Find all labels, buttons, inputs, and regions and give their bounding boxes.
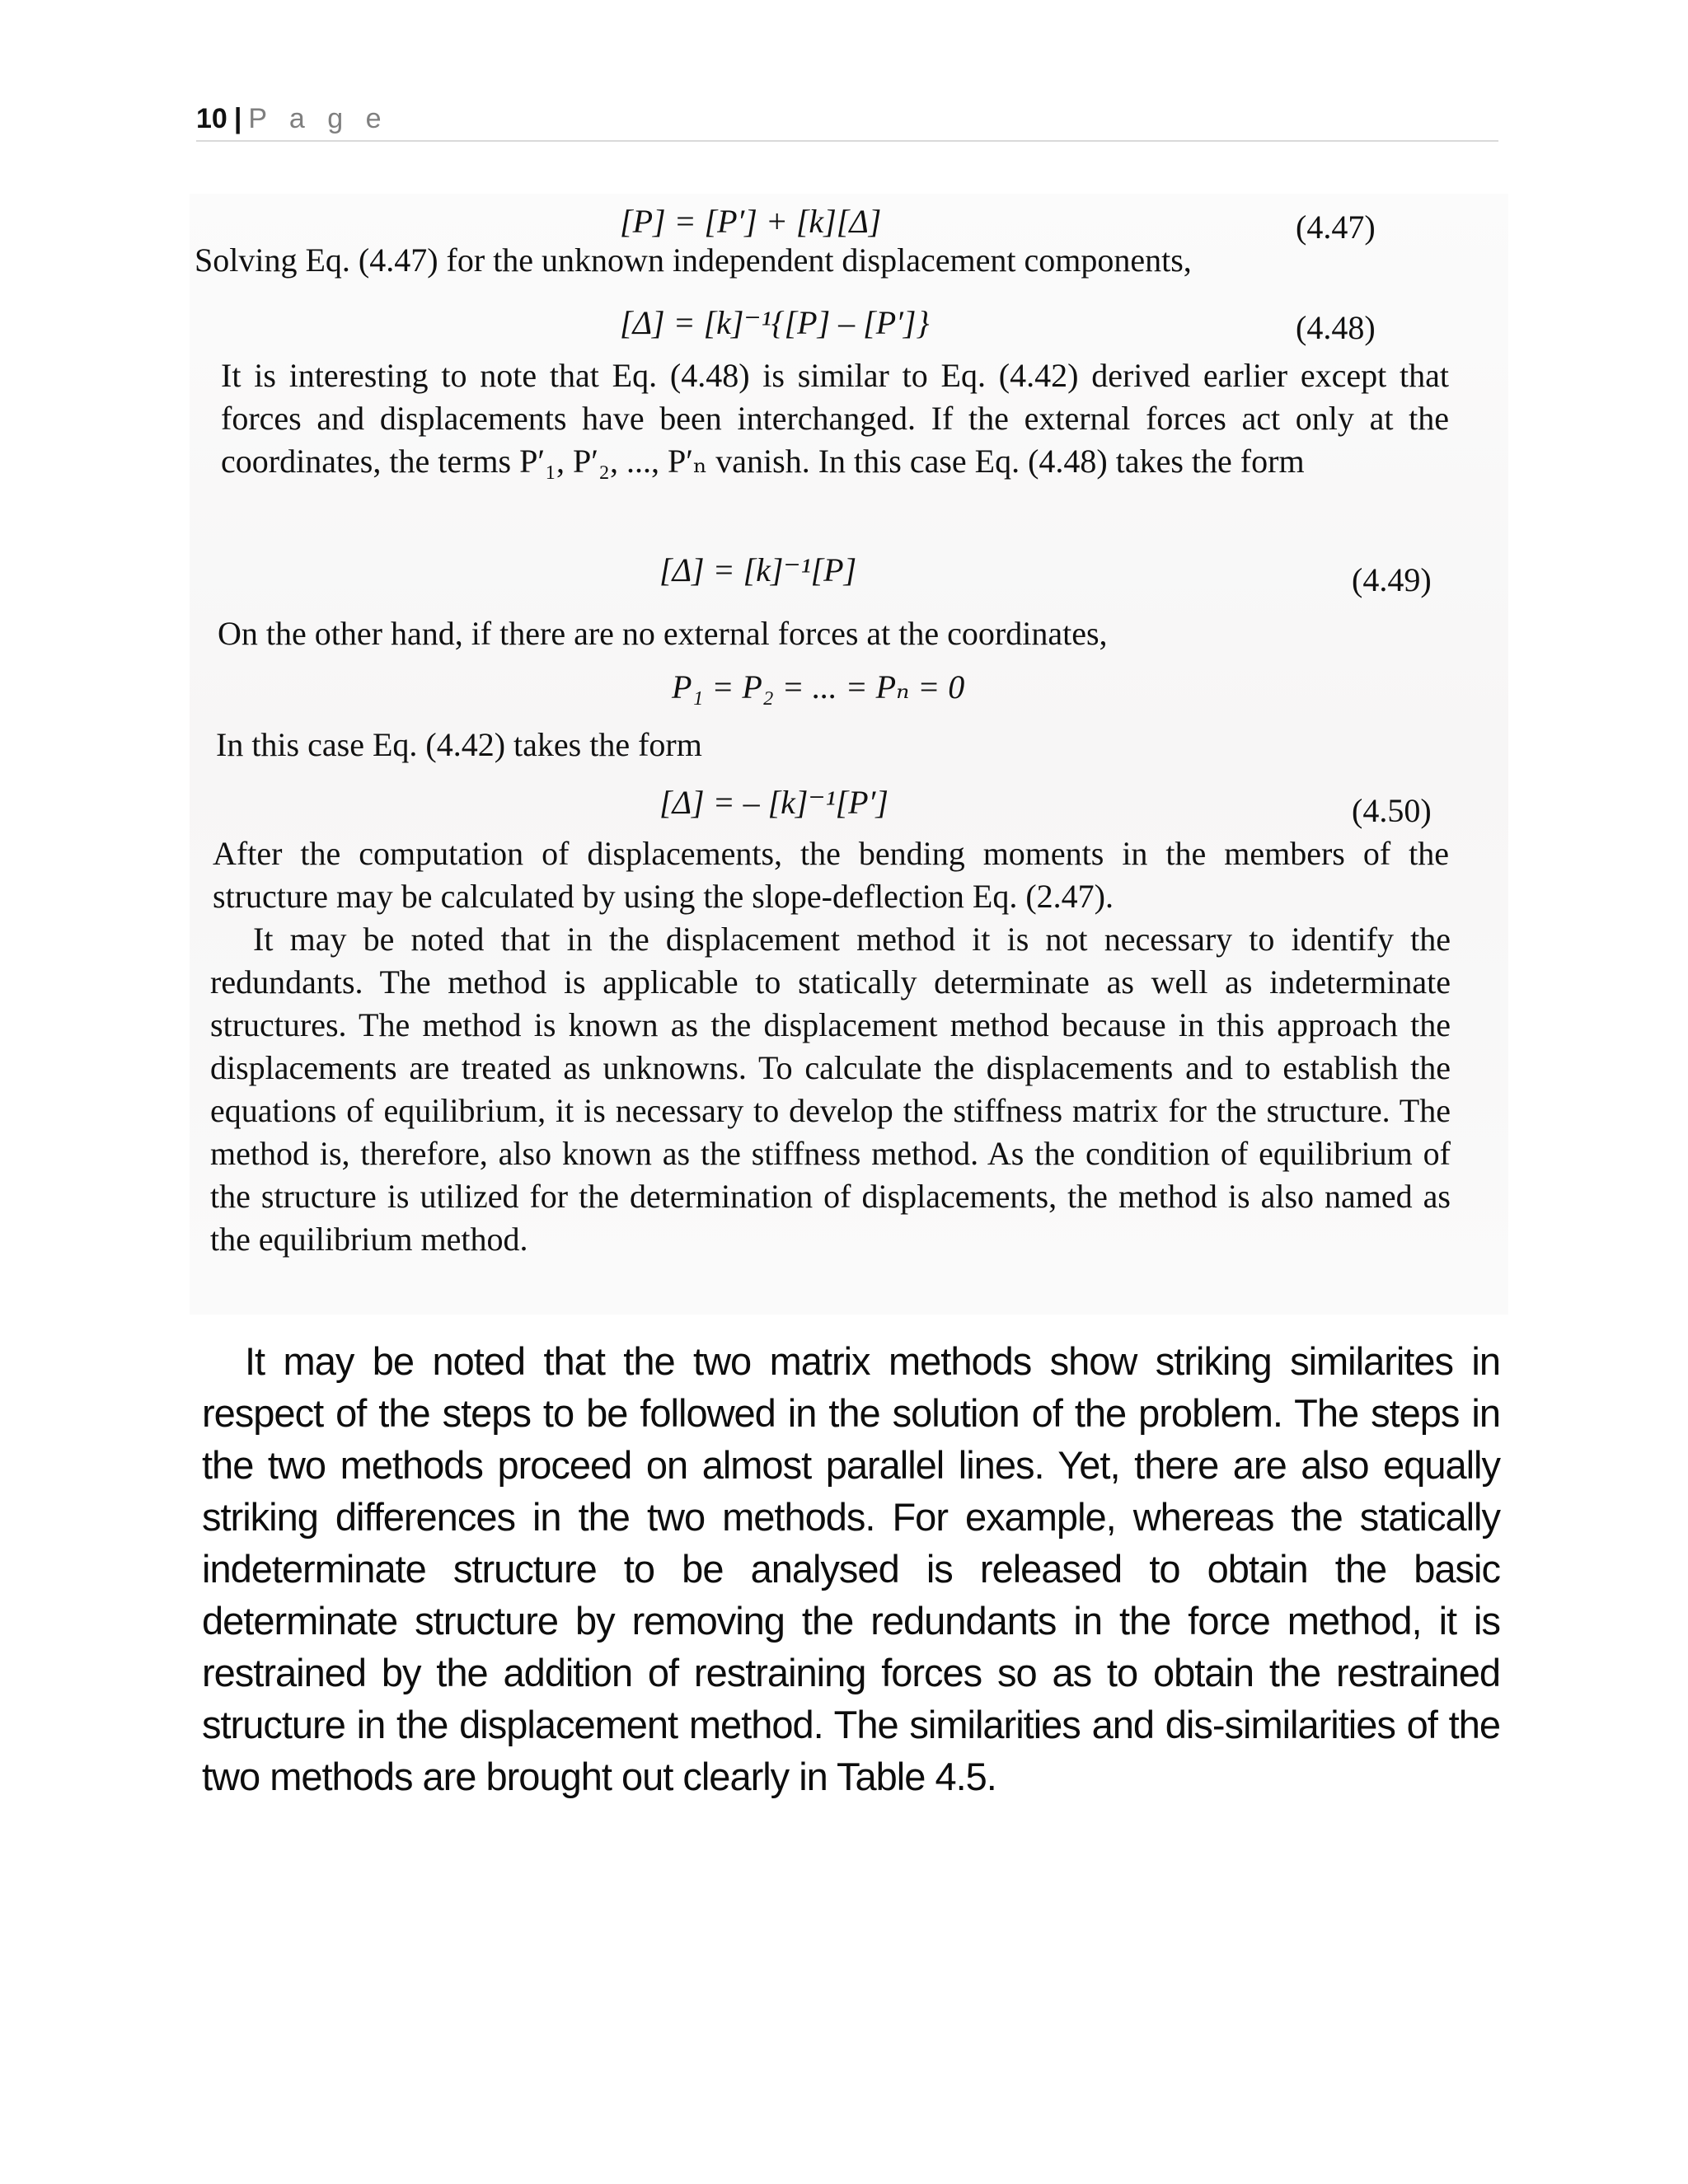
- equation-zero-forces: P₁ = P₂ = ... = Pₙ = 0: [672, 668, 965, 705]
- paragraph-displacement-method: It may be noted that in the displacement method it is not necessary to identify the redundants. The method is applicable to statically determinate as well as indeterminate structures. The method is known as the displacement method because in this approach the displacements are treated as unknowns. To calculate the displacements and to establish the equations of equilibrium, it is necessary to develop the stiffness matrix for the structure. The method is, therefore, also known as the stiffness method. As the condition of equilibrium of the structure is utilized for the determination of displacements, the method is also named as the equilibrium method.: [210, 921, 1451, 1258]
- equation-4-50: [Δ] = – [k]⁻¹[P′]: [659, 784, 889, 821]
- page-header: [196, 97, 1498, 142]
- equation-number-4-47: (4.47): [1296, 209, 1376, 246]
- equation-4-49: [Δ] = [k]⁻¹[P]: [659, 551, 857, 588]
- paragraph-interesting: It is interesting to note that Eq. (4.48) is similar to Eq. (4.42) derived earlier except that forces and displacements have been interchanged. If the external forces act only at the coordinates, the terms P′₁, P′₂, ..., P′ₙ vanish. In this case Eq. (4.48) takes the form: [221, 357, 1449, 480]
- other-hand-line: On the other hand, if there are no external forces at the coordinates,: [218, 615, 1108, 652]
- page-label: P a g e: [248, 103, 389, 134]
- this-case-line: In this case Eq. (4.42) takes the form: [216, 726, 702, 763]
- equation-number-4-50: (4.50): [1352, 792, 1432, 829]
- paragraph-matrix-methods: It may be noted that the two matrix methods show striking similarites in respect of the steps to be followed in the solution of the problem. The steps in the two methods proceed on almost parallel lines. Yet, there are also equally striking differences in the two methods. For example, whereas the statically indeterminate structure to be analysed is released to obtain the basic determinate structure by removing the redundants in the force method, it is restrained by the addition of restraining forces so as to obtain the restrained structure in the displacement method. The similarities and dis-similarities of the two methods are brought out clearly in Table 4.5.: [202, 1339, 1500, 1798]
- equation-4-47: [P] = [P′] + [k][Δ]: [620, 203, 882, 240]
- equation-number-4-48: (4.48): [1296, 309, 1376, 346]
- equation-4-48: [Δ] = [k]⁻¹{[P] – [P′]}: [620, 304, 930, 341]
- equation-number-4-49: (4.49): [1352, 561, 1432, 598]
- header-separator: |: [233, 103, 242, 134]
- solving-line: Solving Eq. (4.47) for the unknown independent displacement components,: [195, 241, 1192, 279]
- page-number: 10: [196, 103, 227, 134]
- paragraph-after-computation: After the computation of displacements, the bending moments in the members of the structure may be calculated by using the slope-deflection Eq. (2.47).: [213, 835, 1449, 915]
